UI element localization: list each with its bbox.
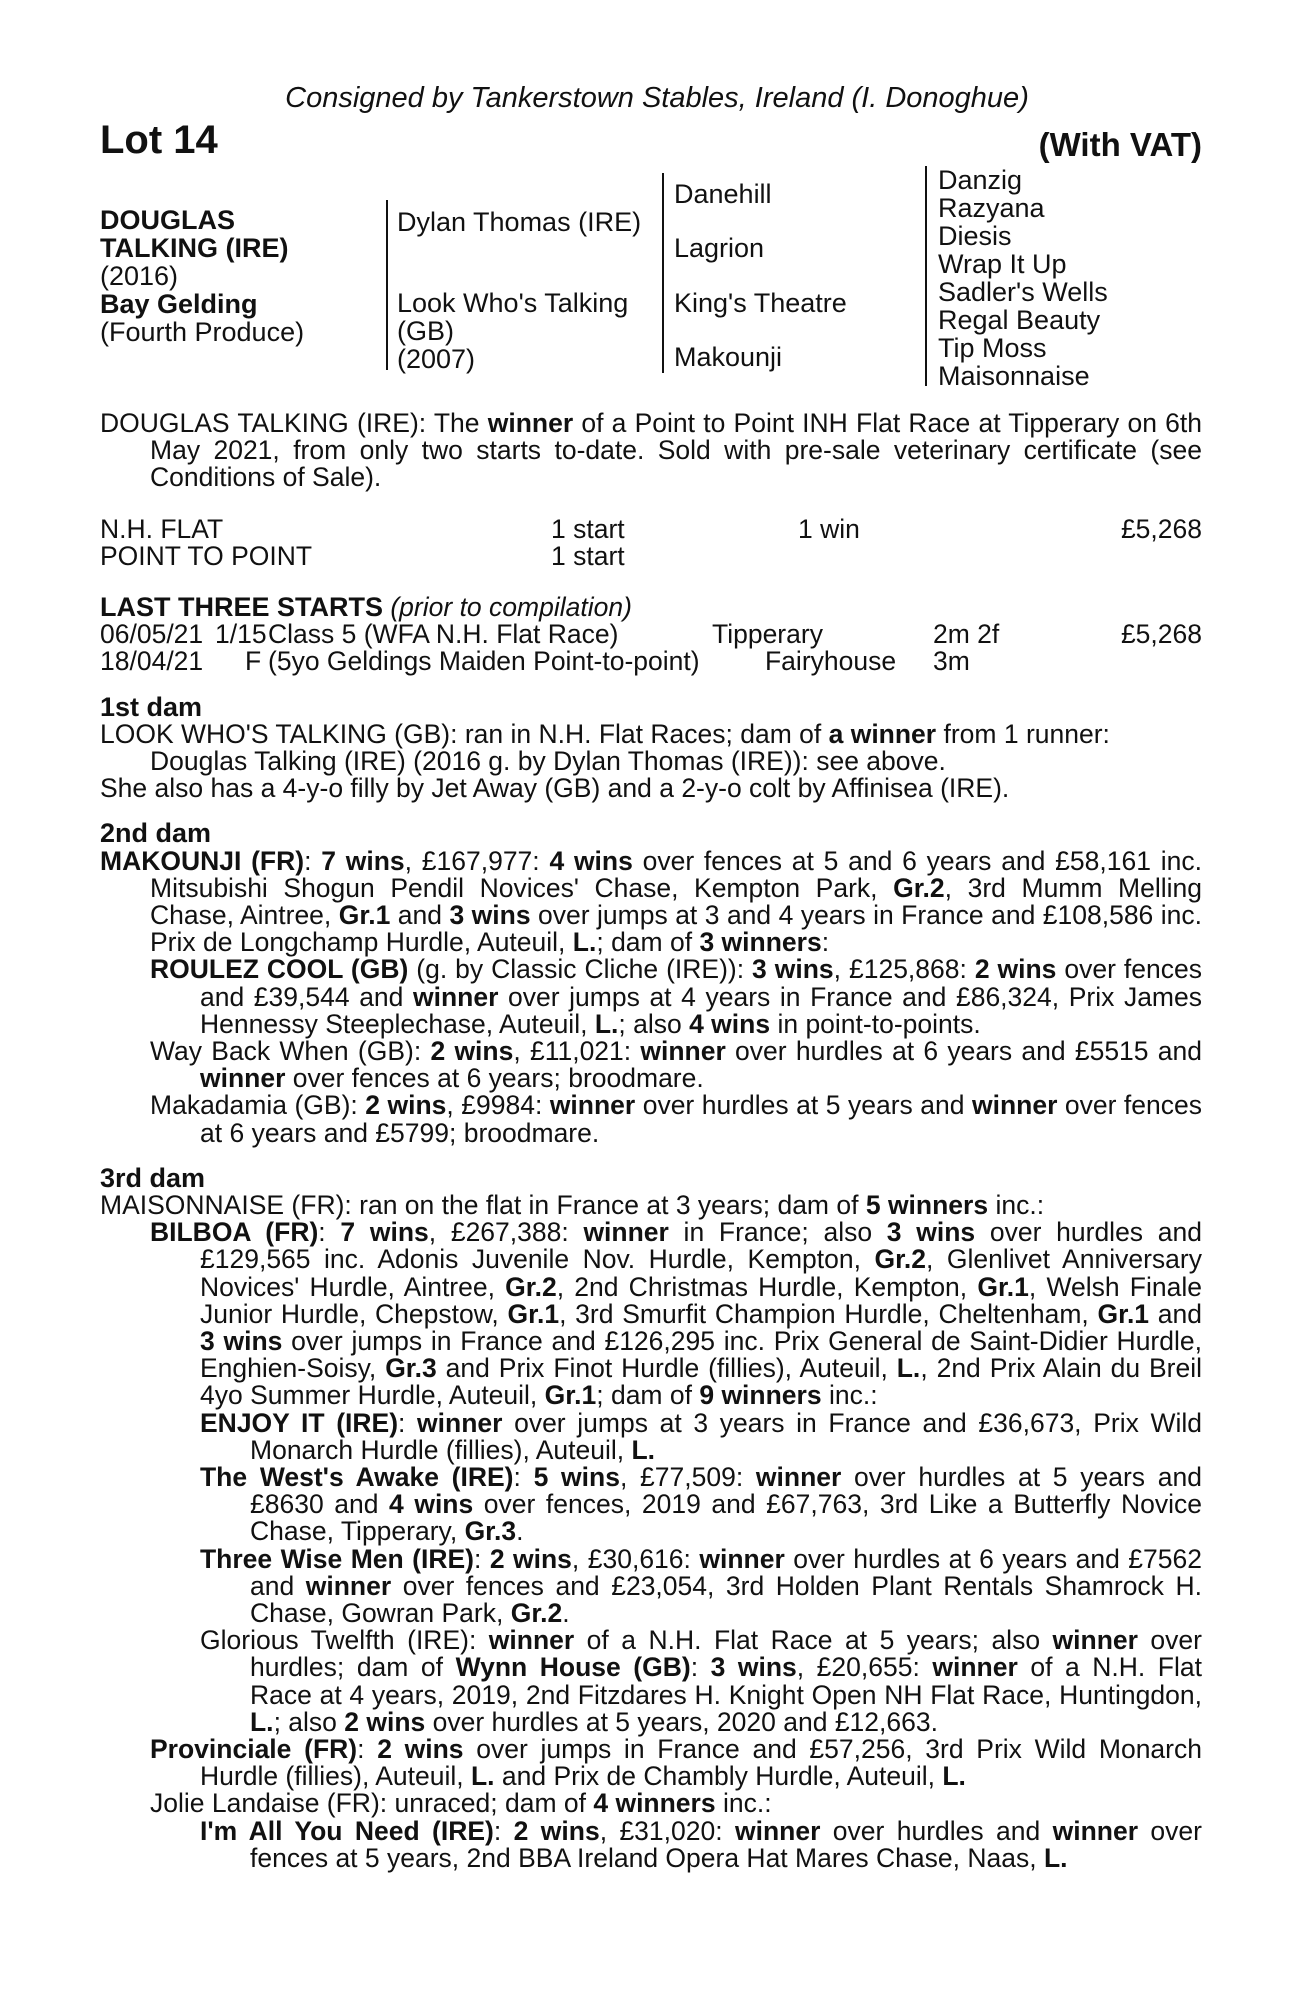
text-run: : <box>304 845 322 876</box>
text-run: (g. by Classic Cliche (IRE)): <box>408 954 753 985</box>
text-run: over fences at 5 and 6 years and £58,161 inc. Mitsubishi Shogun Pendil Novices' Chase, Kempton Park, <box>150 845 1202 903</box>
pedigree-sire: Dylan Thomas (IRE) <box>397 207 642 237</box>
text-run: winner <box>1052 1625 1138 1656</box>
horse-name-line2: TALKING (IRE) <box>100 233 289 263</box>
text-run: 1 win <box>798 513 860 544</box>
text-run: MAISONNAISE (FR): ran on the flat in France at 3 years; dam of <box>100 1190 866 1221</box>
text-run: £5,268 <box>1120 619 1202 650</box>
text-run: winner <box>549 1090 636 1121</box>
text-run: 2 wins <box>489 1543 572 1574</box>
pedigree-gen3-item: Maisonnaise <box>938 361 1090 391</box>
pedigree-gen3-item: Sadler's Wells <box>938 277 1108 307</box>
produce-entry <box>100 1038 1202 1092</box>
text-run: Makadamia (GB): <box>150 1090 366 1121</box>
text-run: winner <box>971 1090 1058 1121</box>
pedigree-gen2-item: Makounji <box>674 342 783 372</box>
text-run: 06/05/21 <box>100 619 204 650</box>
text-run: winner <box>583 1217 669 1248</box>
text-run: ENJOY IT (IRE) <box>200 1407 399 1438</box>
text-run: Three Wise Men (IRE) <box>200 1543 474 1574</box>
text-run: Class 5 (WFA N.H. Flat Race) <box>268 619 619 650</box>
text-run: ; dam of <box>596 1380 700 1411</box>
text-run: L. <box>942 1761 966 1792</box>
text-run: ; dam of <box>596 927 700 958</box>
text-run: LOOK WHO'S TALKING (GB): ran in N.H. Flat Races; dam of <box>100 718 829 749</box>
text-run: , £125,868: <box>833 954 975 985</box>
pedigree-dam-origin: (GB) <box>397 316 454 346</box>
text-run: L. <box>631 1434 656 1465</box>
text-run: : <box>690 1652 711 1683</box>
text-run: L. <box>594 1008 619 1039</box>
last-start-row <box>100 621 1202 648</box>
record-row <box>100 540 1202 571</box>
text-run: , Welsh Finale Junior Hurdle, Chepstow, <box>200 1271 1202 1329</box>
text-run: over jumps at 3 and 4 years in France and £108,586 inc. Prix de Longchamp Hurdle, Auteuil, <box>150 899 1202 958</box>
text-run: over hurdles at 5 years and £8630 and <box>250 1462 1202 1520</box>
text-run: 1/15 <box>215 619 267 650</box>
text-run: . <box>516 1516 524 1547</box>
text-run: 2 wins <box>365 1090 447 1121</box>
text-run: Jolie Landaise (FR): unraced; dam of <box>150 1788 594 1819</box>
pedigree-gen2-item: Lagrion <box>674 233 765 263</box>
text-run: 3m <box>933 646 970 677</box>
text-run: , Glenlivet Anniversary Novices' Hurdle, Aintree, <box>200 1244 1202 1302</box>
text-run: Provinciale (FR) <box>150 1734 358 1765</box>
text-run: winner <box>417 1407 503 1438</box>
text-run: 2 wins <box>974 954 1057 985</box>
text-run: of a N.H. Flat Race at 4 years, 2019, 2nd Fitzdares H. Knight Open NH Flat Race, Huntingdon, <box>250 1652 1202 1710</box>
text-run: 7 wins <box>340 1217 429 1248</box>
text-run: and <box>1149 1298 1202 1329</box>
text-run: : <box>473 1543 490 1574</box>
text-run: 9 winners <box>699 1380 822 1411</box>
text-run: 2 wins <box>513 1815 600 1846</box>
text-run: , 3rd Smurfit Champion Hurdle, Cheltenham, <box>559 1298 1098 1329</box>
pedigree-divider <box>662 173 664 373</box>
text-run: ; also <box>273 1706 345 1737</box>
text-run: 3 wins <box>886 1217 976 1248</box>
text-run: Gr.2 <box>893 872 945 903</box>
text-run: £5,268 <box>1120 513 1202 544</box>
text-run: 3 winners <box>699 927 822 958</box>
text-run: winner <box>640 1036 726 1066</box>
pedigree-dam <box>397 289 628 373</box>
text-run: (prior to compilation) <box>383 591 632 622</box>
pedigree-gen3-item: Danzig <box>938 165 1023 195</box>
text-run: , £267,388: <box>428 1217 584 1248</box>
text-run: Gr.1 <box>977 1271 1029 1302</box>
text-run: L. <box>250 1706 274 1737</box>
lot-number: Lot 14 <box>100 118 218 162</box>
produce-entry <box>100 1219 1202 1409</box>
third-dam-intro <box>100 1192 1202 1219</box>
text-run: 3 wins <box>200 1326 283 1357</box>
first-dam-produce: Douglas Talking (IRE) (2016 g. by Dylan Thomas (IRE)): see above. <box>150 745 946 776</box>
text-run: 3 wins <box>710 1652 797 1683</box>
text-run: over hurdles and £129,565 inc. Adonis Juvenile Nov. Hurdle, Kempton, <box>200 1217 1202 1275</box>
produce-entry <box>100 1092 1202 1146</box>
second-dam-heading: 2nd dam <box>100 818 212 849</box>
horse-sex: Bay Gelding <box>100 289 258 319</box>
text-run: : <box>513 1462 534 1493</box>
text-run: The West's Awake (IRE) <box>200 1462 514 1493</box>
text-run: 5 winners <box>865 1190 989 1221</box>
text-run: a winner <box>828 718 937 749</box>
text-run: 3 wins <box>449 899 531 930</box>
text-run: 4 wins <box>549 845 633 876</box>
text-run: over fences, 2019 and £67,763, 3rd Like a Butterfly Novice Chase, Tipperary, <box>250 1489 1202 1547</box>
horse-produce: (Fourth Produce) <box>100 317 305 347</box>
text-run: : <box>493 1815 514 1846</box>
text-run: inc.: <box>988 1190 1045 1221</box>
text-run: in France; also <box>668 1217 887 1248</box>
second-dam-entry <box>100 845 1202 958</box>
text-run: over hurdles at 5 years and <box>635 1090 972 1121</box>
last-starts-heading <box>100 591 1202 622</box>
text-run: winner <box>200 1063 286 1094</box>
text-run: L. <box>572 927 597 958</box>
text-run: 7 wins <box>321 845 405 876</box>
pedigree-dam-year: (2007) <box>397 344 476 374</box>
text-run: over fences and £39,544 and <box>200 954 1202 1012</box>
pedigree-gen3-item: Tip Moss <box>938 333 1047 363</box>
text-run: over jumps at 4 years in France and £86,324, Prix James Hennessy Steeplechase, Auteuil, <box>200 981 1202 1039</box>
text-run: over fences at 6 years and £5799; broodmare. <box>200 1090 1202 1148</box>
text-run: , £77,509: <box>619 1462 756 1493</box>
text-run: and Prix de Chambly Hurdle, Auteuil, <box>494 1761 943 1792</box>
pedigree-gen3-item: Razyana <box>938 193 1045 223</box>
produce-entry <box>100 1736 1202 1790</box>
text-run: , 2nd Prix Alain du Breil 4yo Summer Hurdle, Auteuil, <box>200 1353 1202 1411</box>
text-run: winner <box>1052 1815 1139 1846</box>
text-run: 2 wins <box>377 1734 464 1765</box>
catalogue-body <box>100 410 1202 1872</box>
text-run: Fairyhouse <box>765 646 897 677</box>
text-run: Gr.3 <box>464 1516 517 1547</box>
horse-name-line1: DOUGLAS <box>100 205 235 235</box>
text-run: POINT TO POINT <box>100 540 313 571</box>
text-run: 2m 2f <box>933 619 1000 650</box>
text-run: L. <box>471 1761 495 1792</box>
text-run: , 2nd Christmas Hurdle, Kempton, <box>556 1271 978 1302</box>
text-run: , £30,616: <box>571 1543 700 1574</box>
text-run: over fences and £23,054, 3rd Holden Plant Rentals Shamrock H. Chase, Gowran Park, <box>250 1570 1202 1629</box>
text-run: Gr.1 <box>507 1298 560 1329</box>
text-run: and Prix Finot Hurdle (fillies), Auteuil, <box>436 1353 897 1384</box>
pedigree-divider <box>925 166 927 386</box>
text-run: BILBOA (FR) <box>150 1217 319 1248</box>
text-run: over hurdles and <box>820 1815 1053 1846</box>
vat-label: (With VAT) <box>1038 126 1202 163</box>
first-dam-note: She also has a 4-y-o filly by Jet Away (GB) and a 2-y-o colt by Affinisea (IRE). <box>100 773 1010 804</box>
text-run: : <box>821 927 830 958</box>
text-run: ROULEZ COOL (GB) <box>150 954 409 985</box>
text-run: L. <box>1043 1842 1068 1873</box>
produce-entry <box>100 1790 1202 1817</box>
text-run: 18/04/21 <box>100 646 204 677</box>
text-run: and <box>390 899 450 930</box>
text-run: F <box>245 646 262 677</box>
text-run: from 1 runner: <box>936 718 1110 749</box>
third-dam-heading: 3rd dam <box>100 1162 206 1193</box>
text-run: over hurdles; dam of <box>250 1625 1202 1683</box>
produce-entry <box>100 1627 1202 1736</box>
pedigree-gen3-item: Regal Beauty <box>938 305 1101 335</box>
produce-entry <box>100 1815 1202 1873</box>
text-run: of a N.H. Flat Race at 5 years; also <box>574 1625 1053 1656</box>
pedigree-gen3-item: Wrap It Up <box>938 249 1067 279</box>
text-run: (5yo Geldings Maiden Point-to-point) <box>268 646 700 677</box>
text-run: winner <box>305 1570 392 1601</box>
text-run: Gr.2 <box>874 1244 927 1275</box>
record-row <box>100 513 1202 544</box>
horse-year: (2016) <box>100 261 179 291</box>
text-run: , 3rd Mumm Melling Chase, Aintree, <box>150 872 1202 930</box>
text-run: Glorious Twelfth (IRE): <box>200 1625 489 1656</box>
produce-entry <box>100 1407 1202 1465</box>
text-run: inc.: <box>715 1788 772 1819</box>
text-run: winner <box>755 1462 842 1493</box>
text-run: 1 start <box>551 513 625 544</box>
text-run: 2 wins <box>344 1706 426 1737</box>
text-run: Gr.2 <box>505 1271 557 1302</box>
text-run: of a Point to Point INH Flat Race at Tipperary on 6th May 2021, from only two starts to-date. Sold with pre-sale veterinary certificate (see Conditions of Sale). <box>150 408 1202 493</box>
text-run: over hurdles at 6 years and £5515 and <box>725 1036 1202 1066</box>
text-run: 3 wins <box>752 954 834 985</box>
text-run: over jumps in France and £57,256, 3rd Prix Wild Monarch Hurdle (fillies), Auteuil, <box>200 1734 1202 1792</box>
summary-paragraph <box>100 410 1202 492</box>
text-run: , £31,020: <box>599 1815 735 1846</box>
text-run: DOUGLAS TALKING (IRE): The <box>100 408 488 438</box>
text-run: over jumps in France and £126,295 inc. Prix General de Saint-Didier Hurdle, Enghien-Soisy, <box>200 1326 1202 1384</box>
text-run: 4 wins <box>689 1008 771 1039</box>
text-run: Gr.1 <box>544 1380 597 1411</box>
text-run: inc.: <box>821 1380 878 1411</box>
first-dam-heading: 1st dam <box>100 691 203 722</box>
last-start-row <box>100 648 1202 675</box>
text-run: 4 winners <box>593 1788 716 1819</box>
text-run: : <box>318 1217 341 1248</box>
text-run: N.H. FLAT <box>100 513 224 544</box>
text-run: , £9984: <box>446 1090 550 1121</box>
pedigree-gen3 <box>938 166 1108 390</box>
text-run: ; also <box>618 1008 690 1039</box>
text-run: winner <box>488 1625 575 1656</box>
text-run: MAKOUNJI (FR) <box>100 845 305 876</box>
text-run: L. <box>896 1353 921 1384</box>
text-run: 2 wins <box>430 1036 514 1066</box>
text-run: LAST THREE STARTS <box>100 591 383 622</box>
text-run: , £11,021: <box>513 1036 641 1066</box>
text-run: winner <box>734 1815 821 1846</box>
pedigree-divider <box>386 200 388 370</box>
text-run: winner <box>699 1543 785 1574</box>
text-run: over hurdles at 5 years, 2020 and £12,663. <box>425 1706 938 1737</box>
produce-entry <box>100 956 1202 1038</box>
consignor-line: Consigned by Tankerstown Stables, Ireland (I. Donoghue) <box>285 82 1029 114</box>
text-run: , £167,977: <box>404 845 550 876</box>
text-run: over hurdles at 6 years and £7562 and <box>250 1543 1202 1601</box>
text-run: Way Back When (GB): <box>150 1036 431 1066</box>
text-run: Gr.1 <box>338 899 391 930</box>
text-run: Wynn House (GB) <box>455 1652 691 1683</box>
produce-entry <box>100 1543 1202 1629</box>
text-run: : <box>398 1407 418 1438</box>
text-run: 4 wins <box>389 1489 474 1520</box>
first-dam-line <box>100 718 1202 749</box>
pedigree-gen2-item: King's Theatre <box>674 288 847 318</box>
text-run: 5 wins <box>533 1462 620 1493</box>
text-run: winner <box>932 1652 1018 1683</box>
horse-info <box>100 206 304 346</box>
text-run: winner <box>487 408 574 438</box>
text-run: . <box>562 1598 570 1629</box>
produce-entry <box>100 1464 1202 1546</box>
text-run: winner <box>413 981 499 1012</box>
pedigree-gen2-item: Danehill <box>674 179 772 209</box>
text-run: over jumps at 3 years in France and £36,673, Prix Wild Monarch Hurdle (fillies), Auteuil, <box>250 1407 1202 1465</box>
text-run: , £20,655: <box>796 1652 933 1683</box>
pedigree-gen3-item: Diesis <box>938 221 1012 251</box>
text-run: Gr.1 <box>1097 1298 1150 1329</box>
text-run: Gr.2 <box>510 1598 563 1629</box>
text-run: Tipperary <box>712 619 823 650</box>
text-run: in point-to-points. <box>770 1008 981 1039</box>
text-run: 1 start <box>551 540 625 571</box>
text-run: I'm All You Need (IRE) <box>200 1815 494 1846</box>
text-run: over fences at 5 years, 2nd BBA Ireland Opera Hat Mares Chase, Naas, <box>250 1815 1202 1873</box>
text-run: Gr.3 <box>385 1353 437 1384</box>
pedigree-dam-name: Look Who's Talking <box>397 288 629 318</box>
text-run: over fences at 6 years; broodmare. <box>285 1063 704 1094</box>
text-run: : <box>357 1734 378 1765</box>
